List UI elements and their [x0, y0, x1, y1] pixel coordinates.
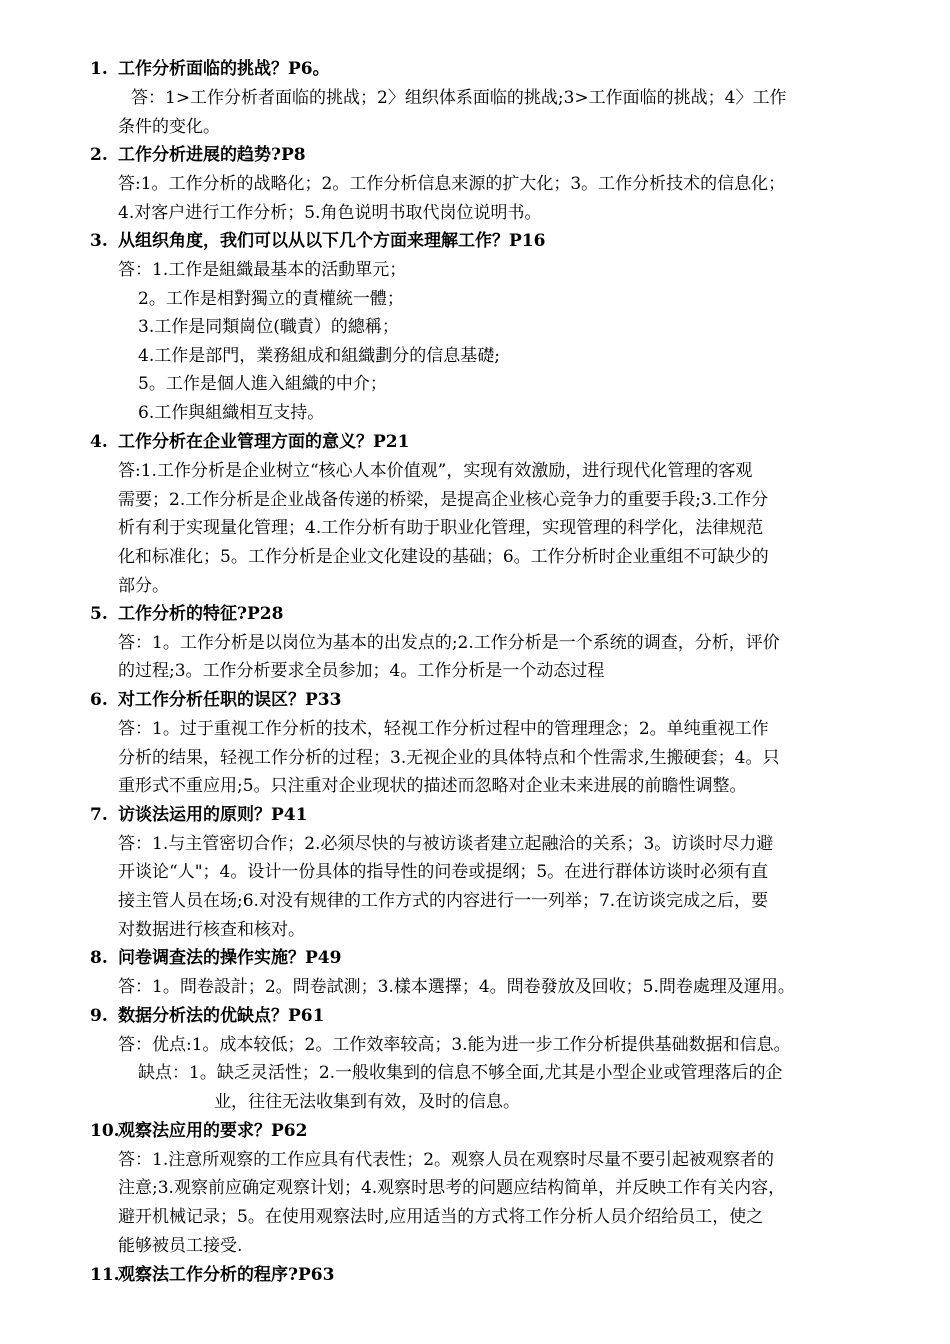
answer-line: 答：1。过于重视工作分析的技术，轻视工作分析过程中的管理理念；2。单纯重视工作	[118, 719, 769, 739]
answer-line: 答：1>工作分析者面临的挑战；2〉组织体系面临的挑战;3>工作面临的挑战；4〉工作	[131, 88, 787, 108]
question-heading: 8. 问卷调查法的操作实施？P49	[90, 948, 342, 968]
answer-line: 答：1.工作是組織最基本的活動單元；	[118, 260, 407, 280]
answer-line: 部分。	[118, 576, 169, 596]
answer-line: 4.工作是部門，業務組成和組織劃分的信息基礎;	[138, 346, 500, 366]
answer-line: 避开机械记录；5。在使用观察法时,应用适当的方式将工作分析人员介绍给员工，使之	[118, 1207, 764, 1227]
answer-line: 3.工作是同類崗位(職責）的總稱；	[138, 317, 399, 337]
answer-line: 缺点：1。缺乏灵活性；2.一般收集到的信息不够全面,尤其是小型企业或管理落后的企	[138, 1063, 783, 1083]
answer-line: 析有利于实现量化管理；4.工作分析有助于职业化管理，实现管理的科学化，法律规范	[118, 518, 764, 538]
answer-line: 对数据进行核查和核对。	[118, 920, 305, 940]
question-heading: 11.观察法工作分析的程序?P63	[90, 1265, 335, 1285]
answer-line: 答：1。問卷設計；2。問卷試測；3.樣本選擇；4。問卷發放及回收；5.問卷處理及運用。	[118, 977, 795, 997]
answer-line: 接主管人员在场;6.对没有规律的工作方式的内容进行一一列举；7.在访谈完成之后，要	[118, 891, 769, 911]
answer-line: 化和标准化；5。工作分析是企业文化建设的基础；6。工作分析时企业重组不可缺少的	[118, 547, 769, 567]
question-heading: 1. 工作分析面临的挑战？P6。	[90, 59, 330, 79]
answer-line: 需要；2.工作分析是企业战备传递的桥梁，是提高企业核心竞争力的重要手段;3.工作分	[118, 490, 769, 510]
answer-line: 能够被员工接受.	[118, 1236, 243, 1256]
answer-line: 注意;3.观察前应确定观察计划；4.观察时思考的问题应结构简单，并反映工作有关内容，	[118, 1178, 786, 1198]
answer-line: 答:1。工作分析的战略化；2。工作分析信息来源的扩大化；3。工作分析技术的信息化；	[118, 174, 786, 194]
question-heading: 3. 从组织角度，我们可以从以下几个方面来理解工作？P16	[90, 231, 546, 251]
answer-line: 6.工作與組織相互支持。	[138, 403, 325, 423]
answer-line: 答:1.工作分析是企业树立“核心人本价值观”，实现有效激励，进行现代化管理的客观	[118, 461, 753, 481]
answer-line: 2。工作是相對獨立的責權統一體；	[138, 289, 404, 309]
answer-line: 条件的变化。	[118, 117, 220, 137]
answer-line: 业，往往无法收集到有效，及时的信息。	[214, 1092, 520, 1112]
answer-line: 分析的结果，轻视工作分析的过程；3.无视企业的具体特点和个性需求,生搬硬套；4。只	[118, 748, 780, 768]
answer-line: 5。工作是個人進入組織的中介；	[138, 374, 387, 394]
question-heading: 9. 数据分析法的优缺点？P61	[90, 1006, 325, 1026]
answer-line: 答：1.注意所观察的工作应具有代表性；2。观察人员在观察时尽量不要引起被观察者的	[118, 1150, 775, 1170]
question-heading: 4. 工作分析在企业管理方面的意义？P21	[90, 432, 410, 452]
answer-line: 答：1。工作分析是以岗位为基本的出发点的;2.工作分析是一个系统的调查，分析，评价	[118, 633, 780, 653]
answer-line: 答：1.与主管密切合作；2.必须尽快的与被访谈者建立起融洽的关系；3。访谈时尽力避	[118, 834, 774, 854]
answer-line: 4.对客户进行工作分析；5.角色说明书取代岗位说明书。	[118, 203, 542, 223]
answer-line: 开谈论“人"；4。设计一份具体的指导性的问卷或提纲；5。在进行群体访谈时必须有直	[118, 862, 769, 882]
answer-line: 答：优点:1。成本较低；2。工作效率较高；3.能为进一步工作分析提供基础数据和信息。	[118, 1035, 791, 1055]
question-heading: 6. 对工作分析任职的误区？P33	[90, 690, 342, 710]
question-heading: 2. 工作分析进展的趋势?P8	[90, 145, 306, 165]
question-heading: 5. 工作分析的特征?P28	[90, 604, 284, 624]
question-heading: 7. 访谈法运用的原则？P41	[90, 805, 308, 825]
question-heading: 10.观察法应用的要求？P62	[90, 1121, 308, 1141]
answer-line: 的过程;3。工作分析要求全员参加；4。工作分析是一个动态过程	[118, 661, 605, 681]
answer-line: 重形式不重应用;5。只注重对企业现状的描述而忽略对企业未来进展的前瞻性调整。	[118, 776, 747, 796]
